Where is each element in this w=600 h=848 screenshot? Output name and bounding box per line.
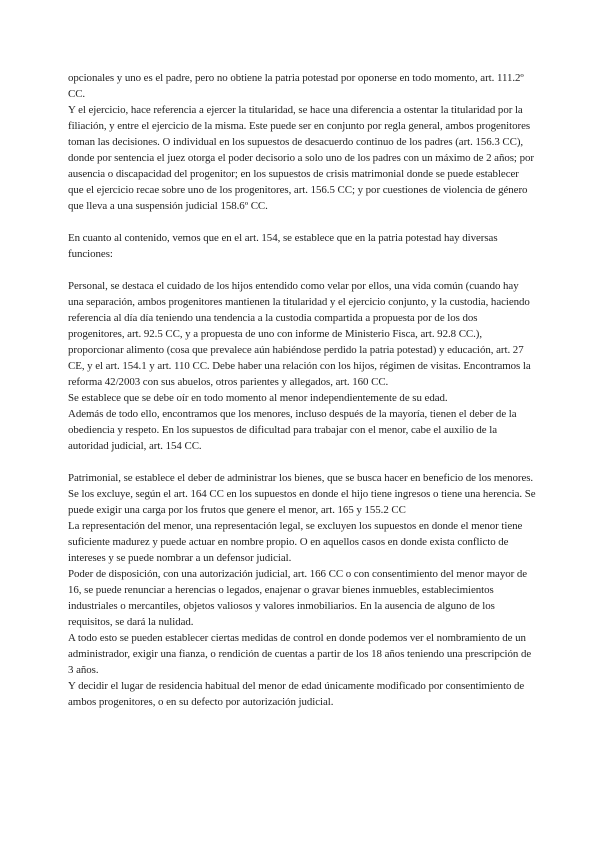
paragraph: Y decidir el lugar de residencia habitual del menor de edad únicamente modificado por consentimiento de ambos progenitores, o en su defecto por autorización judicial. bbox=[68, 680, 525, 708]
paragraph: Poder de disposición, con una autorización judicial, art. 166 CC o con consentimiento del menor mayor de 16, se puede renunciar a herencias o legados, enajenar o gravar bienes inmuebles, establecimientos industriales o mercantiles, objetos valiosos y valores inmobiliarios. En la ausencia de alguno de los requisitos, se dará la nulidad. bbox=[68, 568, 528, 628]
paragraph: Y el ejercicio, hace referencia a ejercer la titularidad, se hace una diferencia a ostentar la titularidad por la filiación, y entre el ejercicio de la misma. Este puede ser en conjunto por regla general, ambos progenitores toman las decisiones. O individual en los supuestos de desacuerdo continuo de los padres (art. 156.3 CC), donde por sentencia el juez otorga el poder decisorio a solo uno de los padres con un máximo de 2 años; por ausencia o discapacidad del progenitor; en los supuestos de crisis matrimonial donde se puede establecer que el ejercicio recae sobre uno de los progenitores, art. 156.5 CC; y por cuestiones de violencia de género que lleva a una suspensión judicial 158.6º CC. bbox=[68, 104, 534, 212]
paragraph: A todo esto se pueden establecer ciertas medidas de control en donde podemos ver el nombramiento de un administrador, exigir una fianza, o rendición de cuentas a partir de los 18 años teniendo una prescripción de 3 años. bbox=[68, 632, 532, 676]
paragraph: En cuanto al contenido, vemos que en el art. 154, se establece que en la patria potestad hay diversas funciones: bbox=[68, 232, 498, 260]
paragraph-gap bbox=[68, 262, 536, 278]
paragraph: Se establece que se debe oír en todo momento al menor independientemente de su edad. bbox=[68, 392, 448, 404]
paragraph: Patrimonial, se establece el deber de administrar los bienes, que se busca hacer en beneficio de los menores. Se los excluye, según el art. 164 CC en los supuestos en donde el hijo tiene ingresos o tiene una herencia. Se puede exigir una carga por los frutos que genere el menor, art. 165 y 155.2 CC bbox=[68, 472, 536, 516]
paragraph: La representación del menor, una representación legal, se excluyen los supuestos en donde el menor tiene suficiente madurez y puede actuar en nombre propio. O en aquellos casos en donde exista conflicto de intereses y se puede nombrar a un defensor judicial. bbox=[68, 520, 523, 564]
paragraph-gap bbox=[68, 454, 536, 470]
document-body bbox=[68, 70, 536, 710]
paragraph: Personal, se destaca el cuidado de los hijos entendido como velar por ellos, una vida común (cuando hay una separación, ambos progenitores mantienen la titularidad y el ejercicio conjunto, y la custodia, haciendo referencia al día día teniendo una tendencia a la custodia compartida a propuesta por de los dos progenitores, art. 92.5 CC, y a propuesta de uno con informe de Ministerio Fisca, art. 92.8 CC.), proporcionar alimento (cosa que prevalece aún habiéndose perdido la patria potestad) y educación, art. 27 CE, y el art. 154.1 y art. 110 CC. Debe haber una relación con los hijos, régimen de visitas. Encontramos la reforma 42/2003 con sus abuelos, otros parientes y allegados, art. 160 CC. bbox=[68, 280, 531, 388]
paragraph-gap bbox=[68, 214, 536, 230]
paragraph: opcionales y uno es el padre, pero no obtiene la patria potestad por oponerse en todo momento, art. 111.2º CC. bbox=[68, 72, 524, 100]
paragraph: Además de todo ello, encontramos que los menores, incluso después de la mayoría, tienen el deber de la obediencia y respeto. En los supuestos de dificultad para trabajar con el menor, cabe el auxilio de la autoridad judicial, art. 154 CC. bbox=[68, 408, 517, 452]
